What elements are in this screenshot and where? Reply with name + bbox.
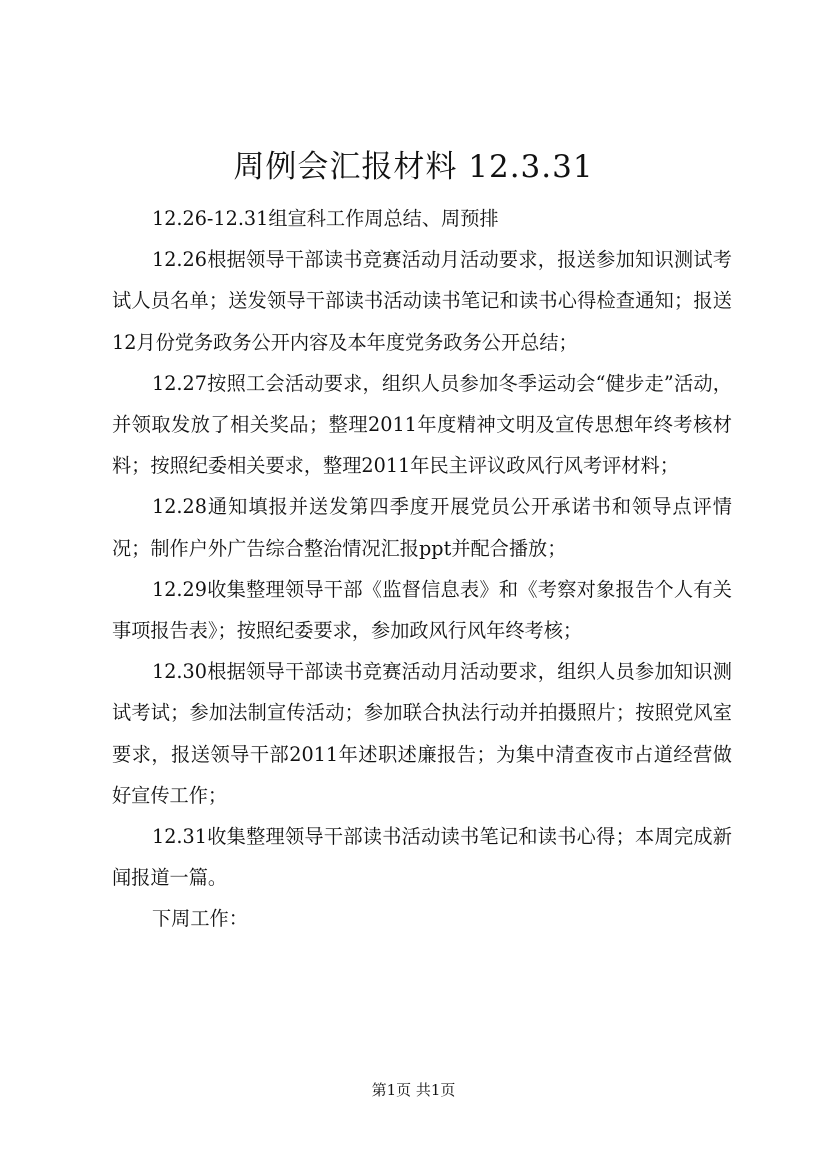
page-footer: 第1页 共1页 — [371, 1081, 456, 1099]
summary-heading: 12.26-12.31组宣科工作周总结、周预排 — [152, 207, 499, 230]
paragraph-12-31: 12.31收集整理领导干部读书活动读书笔记和读书心得；本周完成新闻报道一篇。 — [112, 825, 732, 890]
paragraph-12-29: 12.29收集整理领导干部《监督信息表》和《考察对象报告个人有关事项报告表》；按照纪委要求，参加政风行风年终考核； — [112, 577, 732, 643]
next-week-heading: 下周工作： — [152, 907, 248, 931]
paragraph-12-28: 12.28通知填报并送发第四季度开展党员公开承诺书和领导点评情况；制作户外广告综合整治情况汇报ppt并配合播放； — [112, 495, 732, 560]
document-title: 周例会汇报材料 12.3.31 — [233, 149, 594, 185]
paragraph-12-30: 12.30根据领导干部读书竞赛活动月活动要求，组织人员参加知识测试考试；参加法制宣传活动；参加联合执法行动并拍摄照片；按照党风室要求，报送领导干部2011年述职述廉报告；为集中清查夜市占道经营做好宣传工作； — [112, 660, 732, 807]
paragraph-12-26: 12.26根据领导干部读书竞赛活动月活动要求，报送参加知识测试考试人员名单；送发领导干部读书活动读书笔记和读书心得检查通知；报送12月份党务政务公开内容及本年度党务政务公开总结； — [112, 248, 732, 354]
paragraph-12-27: 12.27按照工会活动要求，组织人员参加冬季运动会“健步走”活动，并领取发放了相关奖品；整理2011年度精神文明及宣传思想年终考核材料；按照纪委相关要求，整理2011年民主评议政风行风考评材料； — [112, 371, 732, 478]
document-body — [112, 198, 732, 940]
